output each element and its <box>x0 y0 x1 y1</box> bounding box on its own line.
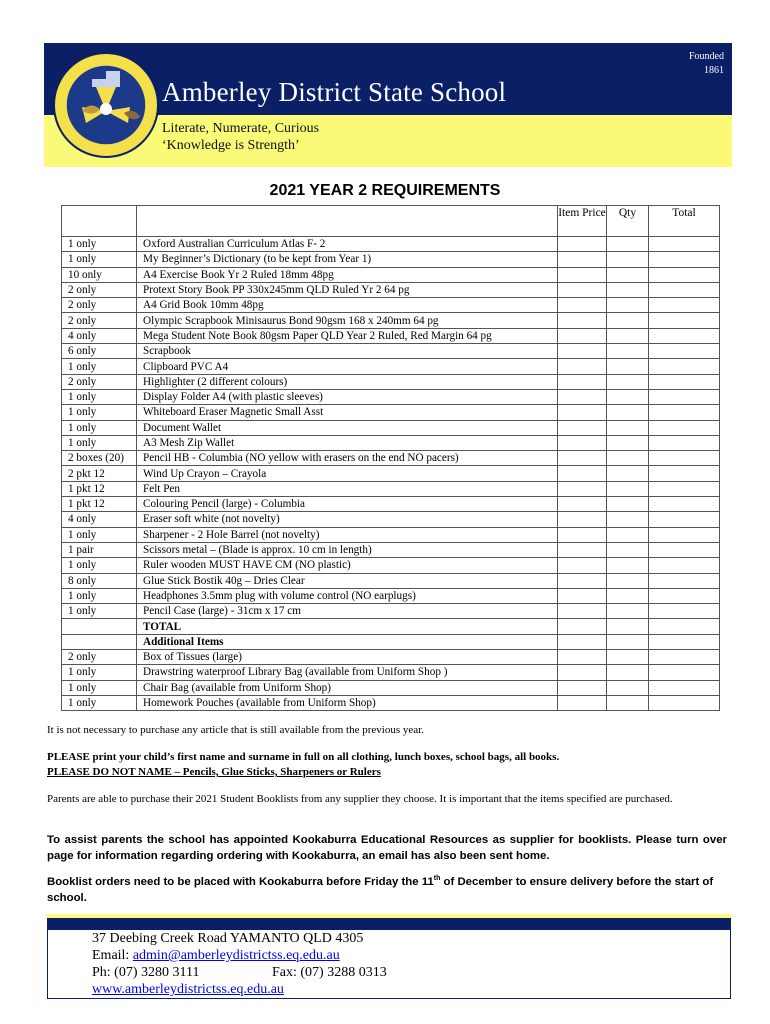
school-name: Amberley District State School <box>162 77 507 107</box>
row-item-price-cell <box>558 695 607 710</box>
row-description: Olympic Scrapbook Minisaurus Bond 90gsm 168 x 240mm 64 pg <box>137 313 558 328</box>
row-item-price-cell <box>558 604 607 619</box>
row-total-cell <box>649 344 720 359</box>
row-qty-cell <box>607 466 649 481</box>
row-qty: 6 only <box>62 344 137 359</box>
page-title: 2021 YEAR 2 REQUIREMENTS <box>269 182 501 199</box>
row-qty-cell <box>607 282 649 297</box>
row-qty-cell <box>607 619 649 634</box>
table-row <box>62 252 720 267</box>
row-qty: 1 only <box>62 237 137 252</box>
row-item-price-cell <box>558 619 607 634</box>
row-qty: 1 pkt 12 <box>62 481 137 496</box>
row-description: Chair Bag (available from Uniform Shop) <box>137 680 558 695</box>
footer-email-line <box>92 947 340 964</box>
row-qty: 2 only <box>62 650 137 665</box>
row-qty: 1 only <box>62 435 137 450</box>
table-row <box>62 313 720 328</box>
row-qty-cell <box>607 695 649 710</box>
row-total-cell <box>649 481 720 496</box>
row-qty: 1 only <box>62 665 137 680</box>
row-description: Pencil Case (large) - 31cm x 17 cm <box>137 604 558 619</box>
row-item-price-cell <box>558 282 607 297</box>
total-row <box>62 619 720 634</box>
table-row <box>62 374 720 389</box>
row-total-cell <box>649 650 720 665</box>
table-row <box>62 420 720 435</box>
row-description: Clipboard PVC A4 <box>137 359 558 374</box>
row-qty: 1 only <box>62 420 137 435</box>
row-qty: 2 pkt 12 <box>62 466 137 481</box>
row-qty-cell <box>607 497 649 512</box>
table-row <box>62 359 720 374</box>
row-qty-cell <box>607 650 649 665</box>
row-total-cell <box>649 237 720 252</box>
row-qty-cell <box>607 634 649 649</box>
additional-items-heading-row <box>62 634 720 649</box>
row-description: Ruler wooden MUST HAVE CM (NO plastic) <box>137 558 558 573</box>
row-qty-cell <box>607 252 649 267</box>
row-qty-cell <box>607 481 649 496</box>
row-qty: 2 only <box>62 313 137 328</box>
footer-email-link[interactable]: admin@amberleydistrictss.eq.edu.au <box>132 948 340 963</box>
header-desc-cell <box>137 206 558 237</box>
table-row <box>62 466 720 481</box>
requirements-table <box>61 205 720 711</box>
row-item-price-cell <box>558 573 607 588</box>
row-qty-cell <box>607 405 649 420</box>
row-total-cell <box>649 497 720 512</box>
row-qty <box>62 619 137 634</box>
row-description: Drawstring waterproof Library Bag (available from Uniform Shop ) <box>137 665 558 680</box>
table-header-row <box>62 206 720 237</box>
row-qty-cell <box>607 389 649 404</box>
row-description: Oxford Australian Curriculum Atlas F- 2 <box>137 237 558 252</box>
row-item-price-cell <box>558 527 607 542</box>
table-row <box>62 558 720 573</box>
row-description: Eraser soft white (not novelty) <box>137 512 558 527</box>
row-qty-cell <box>607 512 649 527</box>
row-item-price-cell <box>558 588 607 603</box>
booklist-text-a: Booklist orders need to be placed with Kookaburra before Friday the 11 <box>47 876 434 888</box>
row-description: TOTAL <box>137 619 558 634</box>
row-description: Sharpener - 2 Hole Barrel (not novelty) <box>137 527 558 542</box>
row-qty: 1 only <box>62 405 137 420</box>
row-description: Document Wallet <box>137 420 558 435</box>
note-not-necessary: It is not necessary to purchase any article that is still available from the previous year. <box>47 724 424 736</box>
row-qty: 1 pkt 12 <box>62 497 137 512</box>
row-qty-cell <box>607 267 649 282</box>
row-qty-cell <box>607 558 649 573</box>
footer-fax: Fax: (07) 3288 0313 <box>272 965 387 980</box>
row-description: Highlighter (2 different colours) <box>137 374 558 389</box>
row-item-price-cell <box>558 435 607 450</box>
row-item-price-cell <box>558 650 607 665</box>
row-item-price-cell <box>558 252 607 267</box>
row-total-cell <box>649 695 720 710</box>
school-header <box>44 43 732 167</box>
row-description: Mega Student Note Book 80gsm Paper QLD Year 2 Ruled, Red Margin 64 pg <box>137 328 558 343</box>
footer-phone: Ph: (07) 3280 3111 <box>92 965 200 980</box>
row-qty: 1 only <box>62 359 137 374</box>
table-row <box>62 405 720 420</box>
row-qty-cell <box>607 359 649 374</box>
row-qty: 2 only <box>62 282 137 297</box>
row-total-cell <box>649 542 720 557</box>
table-row <box>62 298 720 313</box>
row-total-cell <box>649 680 720 695</box>
row-item-price-cell <box>558 680 607 695</box>
row-item-price-cell <box>558 497 607 512</box>
row-item-price-cell <box>558 298 607 313</box>
row-total-cell <box>649 435 720 450</box>
table-row <box>62 680 720 695</box>
booklist-text-b: of December to ensure delivery before the start of school. <box>47 876 714 904</box>
row-description: A3 Mesh Zip Wallet <box>137 435 558 450</box>
row-total-cell <box>649 512 720 527</box>
row-item-price-cell <box>558 542 607 557</box>
row-qty: 4 only <box>62 328 137 343</box>
motto-line-1: Literate, Numerate, Curious <box>162 121 320 136</box>
row-qty: 10 only <box>62 267 137 282</box>
table-row <box>62 573 720 588</box>
row-description: Glue Stick Bostik 40g – Dries Clear <box>137 573 558 588</box>
row-qty-cell <box>607 237 649 252</box>
footer-website-link[interactable]: www.amberleydistrictss.eq.edu.au <box>92 982 284 997</box>
row-qty: 8 only <box>62 573 137 588</box>
row-total-cell <box>649 588 720 603</box>
row-total-cell <box>649 313 720 328</box>
row-total-cell <box>649 558 720 573</box>
row-total-cell <box>649 389 720 404</box>
table-row <box>62 389 720 404</box>
row-description: Homework Pouches (available from Uniform Shop) <box>137 695 558 710</box>
note-assist: To assist parents the school has appointed Kookaburra Educational Resources as supplier for booklists. Please turn over page for information regarding ordering with Kookaburra, an email has also been sent home. <box>47 834 727 862</box>
row-qty: 1 only <box>62 588 137 603</box>
row-qty: 2 boxes (20) <box>62 451 137 466</box>
founded-year: 1861 <box>704 65 724 76</box>
row-qty-cell <box>607 665 649 680</box>
row-item-price-cell <box>558 665 607 680</box>
row-qty-cell <box>607 573 649 588</box>
row-description: A4 Exercise Book Yr 2 Ruled 18mm 48pg <box>137 267 558 282</box>
row-qty-cell <box>607 328 649 343</box>
row-description: My Beginner’s Dictionary (to be kept from Year 1) <box>137 252 558 267</box>
row-total-cell <box>649 328 720 343</box>
row-total-cell <box>649 420 720 435</box>
row-qty: 2 only <box>62 298 137 313</box>
row-description: Additional Items <box>137 634 558 649</box>
row-description: Scrapbook <box>137 344 558 359</box>
row-total-cell <box>649 619 720 634</box>
table-row <box>62 542 720 557</box>
school-crest-logo <box>52 51 160 159</box>
row-total-cell <box>649 604 720 619</box>
row-item-price-cell <box>558 451 607 466</box>
row-qty: 1 pair <box>62 542 137 557</box>
table-row <box>62 527 720 542</box>
table-row <box>62 588 720 603</box>
row-item-price-cell <box>558 267 607 282</box>
table-row <box>62 282 720 297</box>
row-qty-cell <box>607 344 649 359</box>
table-row <box>62 512 720 527</box>
footer-navy-bar <box>47 918 731 930</box>
table-row <box>62 497 720 512</box>
row-total-cell <box>649 527 720 542</box>
row-qty: 1 only <box>62 680 137 695</box>
row-item-price-cell <box>558 481 607 496</box>
row-qty-cell <box>607 680 649 695</box>
row-description: Box of Tissues (large) <box>137 650 558 665</box>
row-qty: 1 only <box>62 389 137 404</box>
table-row <box>62 665 720 680</box>
row-description: Headphones 3.5mm plug with volume control (NO earplugs) <box>137 588 558 603</box>
row-total-cell <box>649 267 720 282</box>
footer-website-line <box>92 981 284 998</box>
row-item-price-cell <box>558 313 607 328</box>
row-item-price-cell <box>558 389 607 404</box>
table-row <box>62 695 720 710</box>
row-total-cell <box>649 359 720 374</box>
header-qty-cell <box>62 206 137 237</box>
row-qty: 1 only <box>62 252 137 267</box>
footer-email-label: Email: <box>92 948 133 963</box>
motto-line-2: ‘Knowledge is Strength’ <box>162 138 300 153</box>
note-please <box>47 750 727 780</box>
row-description: Felt Pen <box>137 481 558 496</box>
table-row <box>62 481 720 496</box>
row-qty: 1 only <box>62 527 137 542</box>
row-qty-cell <box>607 604 649 619</box>
table-row <box>62 237 720 252</box>
row-description: Protext Story Book PP 330x245mm QLD Ruled Yr 2 64 pg <box>137 282 558 297</box>
row-total-cell <box>649 466 720 481</box>
row-qty-cell <box>607 527 649 542</box>
row-item-price-cell <box>558 558 607 573</box>
table-row <box>62 451 720 466</box>
row-total-cell <box>649 665 720 680</box>
row-total-cell <box>649 405 720 420</box>
row-qty: 1 only <box>62 558 137 573</box>
row-item-price-cell <box>558 466 607 481</box>
row-description: Display Folder A4 (with plastic sleeves) <box>137 389 558 404</box>
row-qty: 2 only <box>62 374 137 389</box>
row-item-price-cell <box>558 512 607 527</box>
row-qty-cell <box>607 588 649 603</box>
note-please-do-not-name: PLEASE DO NOT NAME – Pencils, Glue Sticks, Sharpeners or Rulers <box>47 766 381 778</box>
row-total-cell <box>649 573 720 588</box>
row-description: Colouring Pencil (large) - Columbia <box>137 497 558 512</box>
note-please-print: PLEASE print your child’s first name and surname in full on all clothing, lunch boxes, school bags, all books. <box>47 751 560 763</box>
table-row <box>62 328 720 343</box>
table-row <box>62 344 720 359</box>
row-total-cell <box>649 634 720 649</box>
row-description: Whiteboard Eraser Magnetic Small Asst <box>137 405 558 420</box>
header-item-price: Item Price <box>558 206 607 237</box>
table-row <box>62 604 720 619</box>
founded-note <box>689 50 724 78</box>
row-total-cell <box>649 374 720 389</box>
row-qty-cell <box>607 298 649 313</box>
row-total-cell <box>649 298 720 313</box>
row-total-cell <box>649 252 720 267</box>
row-qty-cell <box>607 313 649 328</box>
table-row <box>62 435 720 450</box>
row-total-cell <box>649 282 720 297</box>
row-item-price-cell <box>558 328 607 343</box>
note-parents: Parents are able to purchase their 2021 Student Booklists from any supplier they choose. It is important that the items specified are purchased. <box>47 793 673 805</box>
header-total: Total <box>649 206 720 237</box>
row-item-price-cell <box>558 420 607 435</box>
row-item-price-cell <box>558 344 607 359</box>
row-qty <box>62 634 137 649</box>
row-description: A4 Grid Book 10mm 48pg <box>137 298 558 313</box>
header-qty: Qty <box>607 206 649 237</box>
row-description: Wind Up Crayon – Crayola <box>137 466 558 481</box>
footer-address: 37 Deebing Creek Road YAMANTO QLD 4305 <box>92 931 364 946</box>
founded-label: Founded <box>689 51 724 62</box>
row-qty-cell <box>607 451 649 466</box>
row-item-price-cell <box>558 359 607 374</box>
row-qty: 1 only <box>62 604 137 619</box>
row-qty-cell <box>607 435 649 450</box>
row-qty-cell <box>607 542 649 557</box>
row-item-price-cell <box>558 405 607 420</box>
table-row <box>62 650 720 665</box>
row-qty: 1 only <box>62 695 137 710</box>
row-qty: 4 only <box>62 512 137 527</box>
note-booklist-deadline <box>47 874 727 906</box>
booklist-sup: th <box>433 875 441 883</box>
row-item-price-cell <box>558 374 607 389</box>
row-description: Scissors metal – (Blade is approx. 10 cm in length) <box>137 542 558 557</box>
row-description: Pencil HB - Columbia (NO yellow with erasers on the end NO pacers) <box>137 451 558 466</box>
row-total-cell <box>649 451 720 466</box>
table-row <box>62 267 720 282</box>
row-qty-cell <box>607 374 649 389</box>
row-item-price-cell <box>558 634 607 649</box>
row-qty-cell <box>607 420 649 435</box>
row-item-price-cell <box>558 237 607 252</box>
